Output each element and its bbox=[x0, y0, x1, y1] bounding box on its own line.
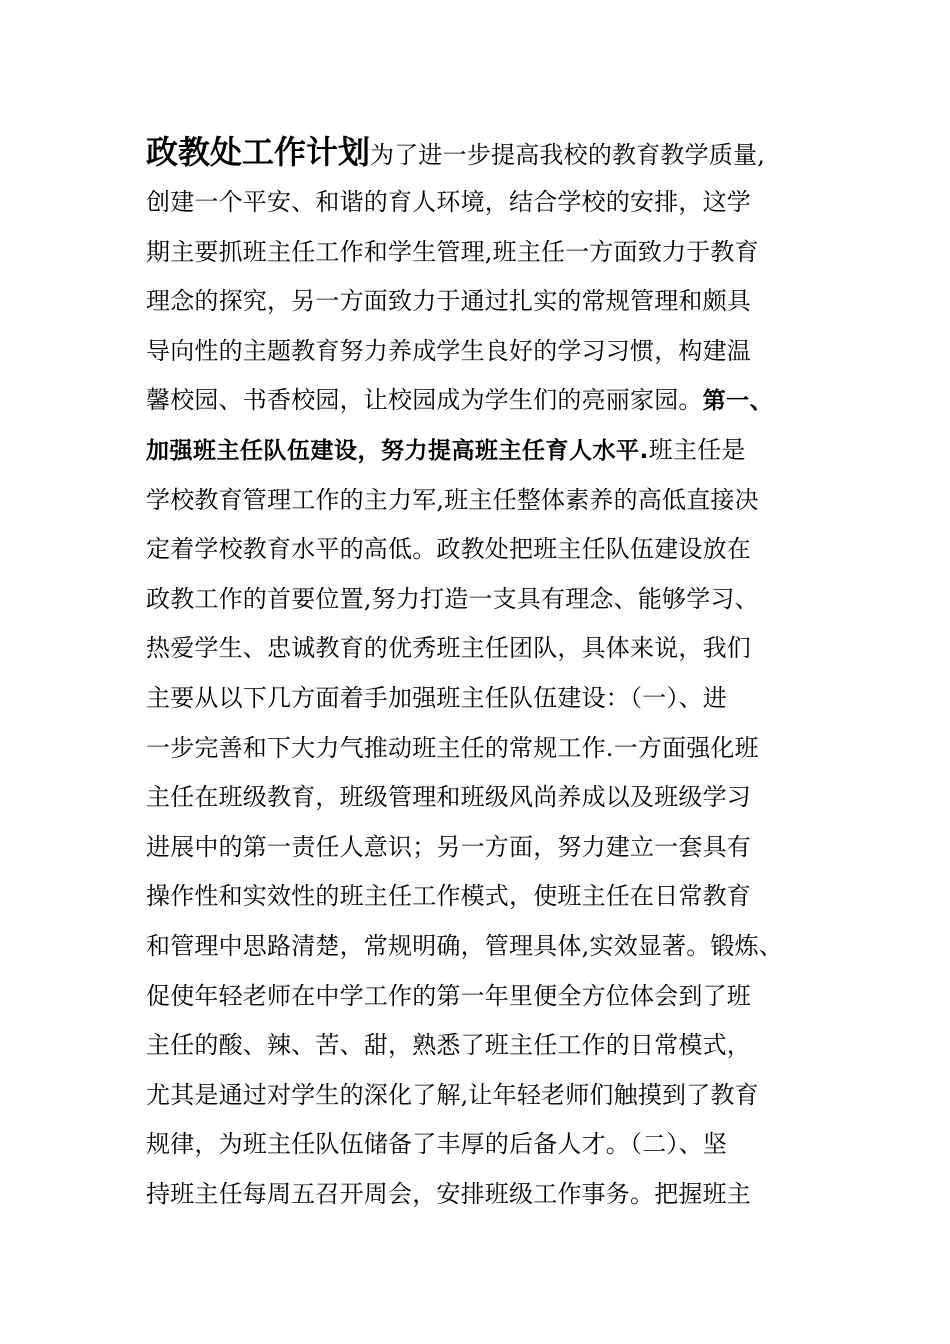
text-line: 进展中的第一责任人意识；另一方面，努力建立一套具有 bbox=[146, 832, 751, 861]
text-line: 持班主任每周五召开周会，安排班级工作事务。把握班主 bbox=[146, 1179, 751, 1208]
text-line: 操作性和实效性的班主任工作模式，使班主任在日常教育 bbox=[146, 882, 751, 911]
text-run: 为了进一步提高我校的教育教学质量, bbox=[370, 141, 766, 169]
text-line: 主任的酸、辣、苦、甜，熟悉了班主任工作的日常模式， bbox=[146, 1031, 751, 1060]
document-body bbox=[146, 126, 811, 1219]
text-line: 主要从以下几方面着手加强班主任队伍建设：（一）、进 bbox=[146, 683, 727, 712]
text-line: 导向性的主题教育努力养成学生良好的学习习惯，构建温 bbox=[146, 336, 751, 365]
text-line: 学校教育管理工作的主力军,班主任整体素养的高低直接决 bbox=[146, 485, 759, 514]
text-line: 期主要抓班主任工作和学生管理,班主任一方面致力于教育 bbox=[146, 237, 759, 266]
text-line: 热爱学生、忠诚教育的优秀班主任团队，具体来说，我们 bbox=[146, 634, 751, 663]
text-line: 政教工作的首要位置,努力打造一支具有理念、能够学习、 bbox=[146, 584, 759, 613]
section-heading: 加强班主任队伍建设，努力提高班主任育人水平. bbox=[146, 437, 649, 464]
text-line: 创建一个平安、和谐的育人环境，结合学校的安排，这学 bbox=[146, 188, 751, 216]
section-heading: 第一、 bbox=[702, 388, 774, 415]
text-line: 理念的探究，另一方面致力于通过扎实的常规管理和颇具 bbox=[146, 287, 751, 316]
text-line bbox=[146, 426, 811, 476]
document-title: 政教处工作计划 bbox=[146, 133, 371, 171]
text-line: 定着学校教育水平的高低。政教处把班主任队伍建设放在 bbox=[146, 535, 751, 564]
text-line: 和管理中思路清楚，常规明确，管理具体,实效显著。锻炼、 bbox=[146, 931, 784, 960]
text-line: 规律，为班主任队伍储备了丰厚的后备人才。（二）、坚 bbox=[146, 1130, 727, 1159]
text-run: 馨校园、书香校园，让校园成为学生们的亮丽家园。 bbox=[146, 386, 703, 415]
text-line: 主任在班级教育，班级管理和班级风尚养成以及班级学习 bbox=[146, 783, 751, 812]
text-line: 促使年轻老师在中学工作的第一年里便全方位体会到了班 bbox=[146, 981, 751, 1010]
text-line bbox=[146, 126, 811, 178]
text-line: 一步完善和下大力气推动班主任的常规工作.一方面强化班 bbox=[146, 733, 759, 762]
text-run: 班主任是 bbox=[648, 435, 746, 464]
text-line: 尤其是通过对学生的深化了解,让年轻老师们触摸到了教育 bbox=[146, 1080, 759, 1109]
text-line bbox=[146, 376, 811, 426]
